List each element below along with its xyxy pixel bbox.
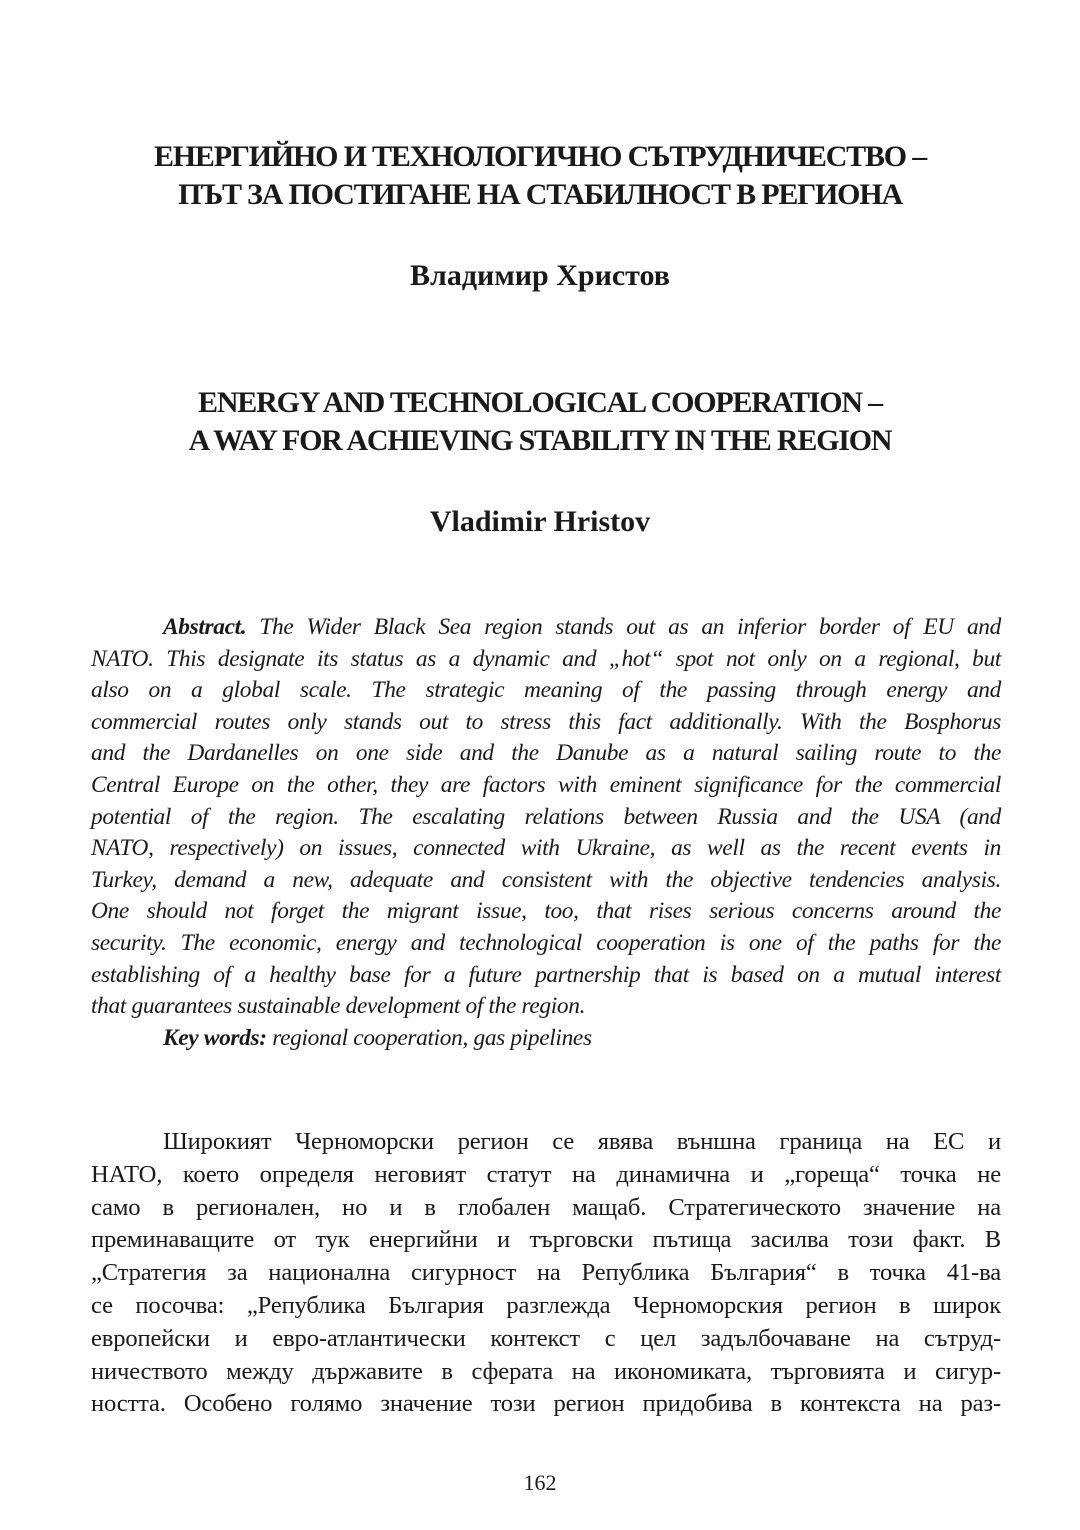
title-en-line-2: A WAY FOR ACHIEVING STABILITY IN THE REGION: [188, 424, 892, 457]
body-line: се посочва: „Република България разглежда Черноморския регион в широк: [91, 1291, 1001, 1319]
title-en-line-1: ENERGY AND TECHNOLOGICAL COOPERATION –: [198, 386, 882, 419]
abstract-line: [91, 612, 1001, 644]
body-line: ничеството между държавите в сферата на икономиката, търговията и сигур-: [91, 1357, 1001, 1385]
abstract-line: Central Europe on the other, they are factors with eminent significance for the commercial: [91, 771, 1001, 798]
keywords-label: Key words:: [163, 1024, 267, 1051]
page-number: 162: [523, 1470, 557, 1495]
body-line: ността. Особено голямо значение този регион придобива в контекста на раз-: [91, 1390, 1001, 1418]
abstract-text: The Wider Black Sea region stands out as an inferior border of EU and: [246, 614, 1001, 640]
keywords-line: [91, 1023, 1001, 1055]
body-line: „Стратегия за национална сигурност на Република България“ в точка 41-ва: [91, 1259, 1001, 1287]
title-bg-line-2: ПЪТ ЗА ПОСТИГАНЕ НА СТАБИЛНОСТ В РЕГИОНА: [178, 178, 902, 211]
abstract-label: Abstract.: [163, 614, 247, 640]
abstract-line: establishing of a healthy base for a future partnership that is based on a mutual interest: [91, 961, 1001, 988]
abstract-line: that guarantees sustainable development of the region.: [91, 993, 586, 1020]
abstract-line: security. The economic, energy and technological cooperation is one of the paths for the: [91, 929, 1001, 956]
body-line: европейски и евро-атлантически контекст с цел задълбочаване на сътруд-: [91, 1324, 1001, 1352]
abstract: [91, 612, 1001, 1054]
body-line: НАТО, което определя неговият статут на динамична и „гореща“ точка не: [91, 1160, 1001, 1188]
body-text: [91, 1126, 1001, 1421]
title-bulgarian: [60, 138, 1020, 214]
abstract-line: and the Dardanelles on one side and the Danube as a natural sailing route to the: [91, 740, 1001, 767]
author-bulgarian: Владимир Христов: [410, 259, 670, 292]
keywords-text: regional cooperation, gas pipelines: [266, 1024, 592, 1051]
abstract-line: NATO. This designate its status as a dynamic and „hot“ spot not only on a regional, but: [91, 645, 1001, 672]
abstract-line: potential of the region. The escalating relations between Russia and the USA (and: [91, 803, 1001, 830]
abstract-line: also on a global scale. The strategic meaning of the passing through energy and: [91, 677, 1001, 704]
abstract-line: One should not forget the migrant issue, too, that rises serious concerns around the: [91, 898, 1001, 925]
body-line: само в регионален, но и в глобален мащаб. Стратегическото значение на: [91, 1193, 1001, 1221]
body-line: преминаващите от тук енергийни и търговски пътища засилва този факт. В: [91, 1226, 1001, 1254]
body-line: Широкият Черноморски регион се явява външна граница на ЕС и: [163, 1128, 1001, 1155]
abstract-line: commercial routes only stands out to stress this fact additionally. With the Bosphorus: [91, 708, 1001, 735]
author-english: Vladimir Hristov: [429, 505, 651, 538]
abstract-line: NATO, respectively) on issues, connected with Ukraine, as well as the recent events in: [91, 835, 1001, 862]
title-bg-line-1: ЕНЕРГИЙНО И ТЕХНОЛОГИЧНО СЪТРУДНИЧЕСТВО –: [153, 140, 927, 173]
title-english: [60, 384, 1020, 460]
abstract-line: Turkey, demand a new, adequate and consistent with the objective tendencies analysis.: [91, 866, 1001, 893]
